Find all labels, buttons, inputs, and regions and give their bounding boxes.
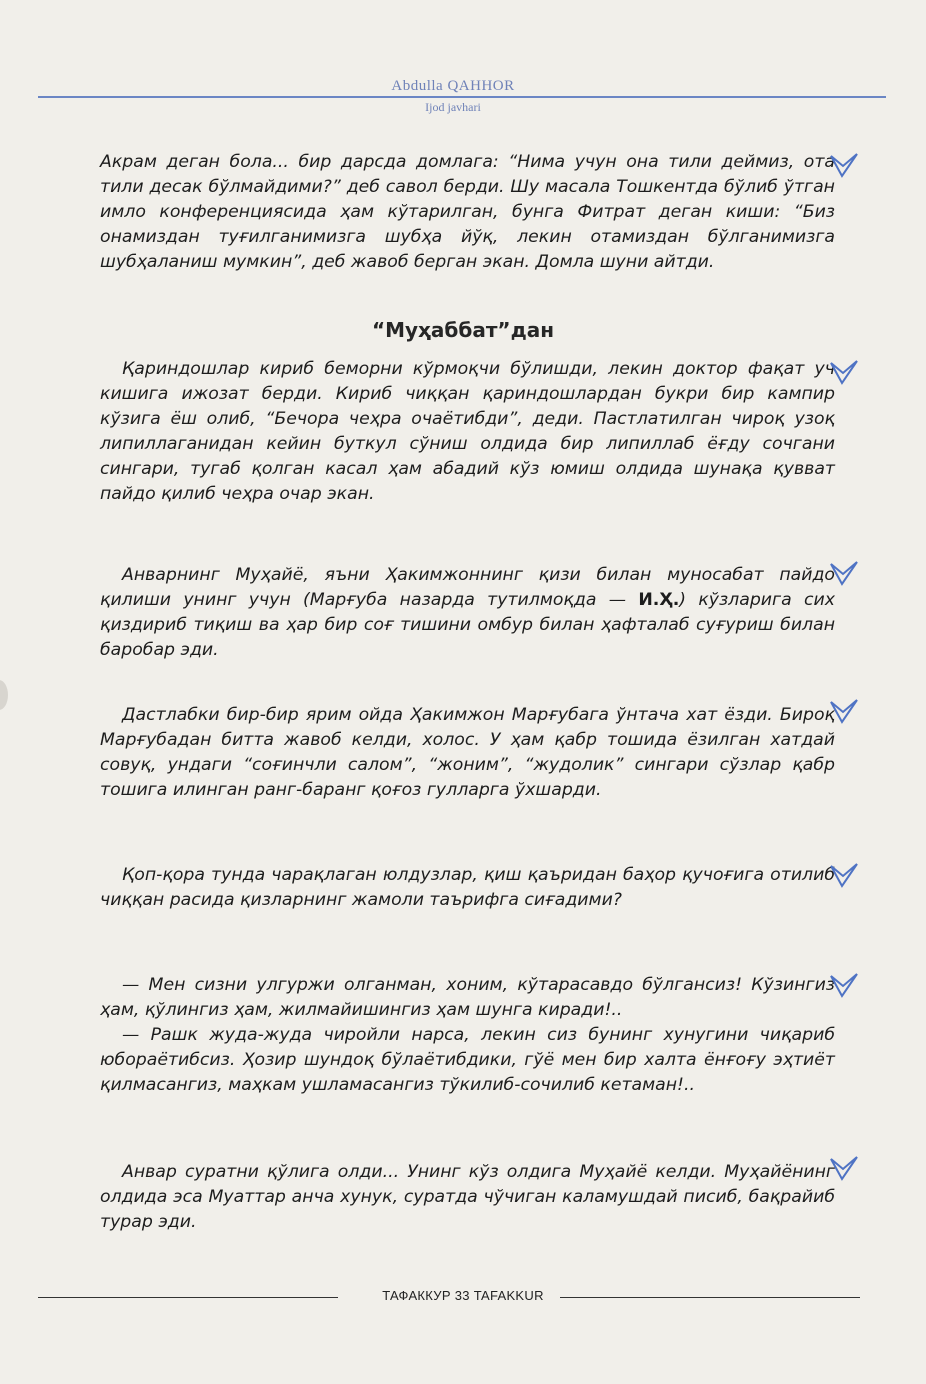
paragraph-3-text-a: Анварнинг Муҳайё, яъни Ҳакимжоннинг қизи билан муносабат пайдо қилиши унинг учун (Марғуба назарда тутилмоқда —: [100, 565, 835, 610]
paragraph-3-text-b: ) кўзларига сих қиздириб тиқиш ва ҳар бир соғ тишини омбур билан ҳафталаб суғуриш билан баробар эди.: [100, 590, 835, 660]
header-rule: [38, 96, 886, 98]
footer-rule-right: [560, 1297, 860, 1298]
margin-check-icon: [829, 696, 859, 726]
header-author: Abdulla QAHHOR: [391, 78, 515, 94]
footer-page-label: ТАФАККУР 33 TAFAKKUR: [382, 1288, 544, 1303]
header-subtitle: Ijod javhari: [425, 100, 481, 114]
paragraph-6: [100, 973, 835, 1023]
paragraph-1: Акрам деган бола... бир дарсда домлага: “Нима учун она тили деймиз, ота тили десак бўлмайдими?” деб савол берди. Шу масала Тошкентда бўлиб ўтган имло конференциясида ҳам кўтарилган, бунга Фитрат деган киши: “Биз онамиздан туғилганимизга шубҳа йўқ, лекин отамиздан бўлганимизга шубҳаланиш мумкин”, деб жавоб берган экан. Домла шуни айтди.: [100, 152, 835, 272]
binding-hole: [0, 680, 8, 710]
paragraph-8: [100, 1160, 835, 1235]
margin-check-icon: [829, 558, 859, 588]
paragraph-7-text: — Рашк жуда-жуда чиройли нарса, лекин сиз бунинг хунугини чиқариб юбораётибсиз. Ҳозир шундоқ бўлаётибдики, гўё мен бир халта ёнғоғу эҳтиёт қилмасангиз, маҳкам ушламасангиз тўкилиб-сочилиб кетаман!..: [100, 1025, 835, 1095]
margin-check-icon: [829, 860, 859, 890]
paragraph-6-text: — Мен сизни улгуржи олганман, хоним, кўтарасавдо бўлгансиз! Кўзингиз ҳам, қўлингиз ҳам, жилмайишингиз ҳам шунга киради!..: [100, 975, 835, 1020]
margin-check-icon: [829, 1153, 859, 1183]
paragraph-7: [100, 1023, 835, 1098]
margin-check-icon: [829, 150, 859, 180]
section-title: “Муҳаббат”дан: [371, 318, 555, 342]
paragraph-3: [100, 563, 835, 663]
paragraph-3-initials: И.Ҳ.: [638, 590, 680, 610]
paragraph-5-text: Қоп-қора тунда чарақлаган юлдузлар, қиш қаъридан баҳор қучоғига отилиб чиққан расида қизларнинг жамоли таърифга сиғадими?: [100, 865, 835, 910]
margin-check-icon: [829, 970, 859, 1000]
paragraph-5: [100, 863, 835, 913]
paragraph-2: [100, 357, 835, 507]
margin-check-icon: [829, 357, 859, 387]
paragraph-4-text: Дастлабки бир-бир ярим ойда Ҳакимжон Марғубага ўнтача хат ёзди. Бироқ Марғубадан битта жавоб келди, холос. У ҳам қабр тошида ёзилган хатдай совуқ, ундаги “соғинчли салом”, “жоним”, “жудолик” сингари сўзлар қабр тошига илинган ранг-баранг қоғоз гулларга ўхшарди.: [100, 705, 835, 800]
paragraph-2-text: Қариндошлар кириб беморни кўрмоқчи бўлишди, лекин доктор фақат уч кишига ижозат берди. Кириб чиққан қариндошлардан букри бир кампир кўзига ёш олиб, “Бечора чеҳра очаётибди”, деди. Пастлатилган чироқ узоқ липиллаганидан кейин буткул сўниш олдида бир липиллаб ёғду сочгани сингари, тугаб қолган касал ҳам абадий кўз юмиш олдида шунақа қувват пайдо қилиб чеҳра очар экан.: [100, 359, 835, 504]
paragraph-4: [100, 703, 835, 803]
paragraph-8-text: Анвар суратни қўлига олди... Унинг кўз олдига Муҳайё келди. Муҳайёнинг олдида эса Муаттар анча хунук, суратда чўчиган каламушдай писиб, бақрайиб турар эди.: [100, 1162, 835, 1232]
